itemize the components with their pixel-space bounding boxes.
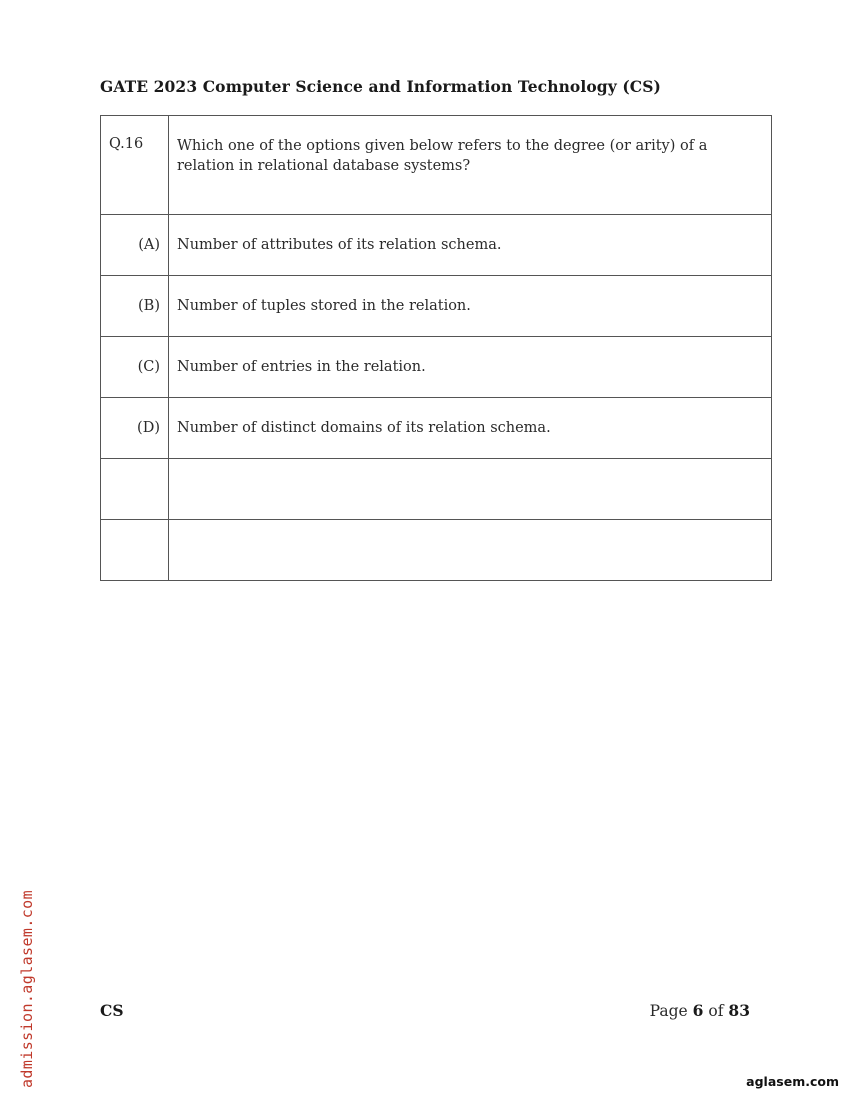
empty-row (101, 520, 772, 581)
option-label-b: (B) (101, 276, 169, 337)
page-total: 83 (728, 1001, 750, 1020)
footer-page-number (650, 1001, 750, 1020)
option-label-d: (D) (101, 398, 169, 459)
page-prefix: Page (649, 1002, 688, 1020)
option-row-a (101, 215, 772, 276)
option-text-b: Number of tuples stored in the relation. (169, 276, 772, 337)
page-current: 6 (692, 1001, 704, 1020)
footer-paper-code: CS (100, 1001, 124, 1020)
empty-row (101, 459, 772, 520)
option-label-a: (A) (101, 215, 169, 276)
corner-brand-watermark: aglasem.com (746, 1074, 839, 1089)
option-text-a: Number of attributes of its relation schema. (169, 215, 772, 276)
option-row-d (101, 398, 772, 459)
question-table (100, 115, 772, 581)
question-number: Q.16 (101, 116, 169, 215)
option-label-c: (C) (101, 337, 169, 398)
question-text: Which one of the options given below refers to the degree (or arity) of a relation in relational database systems? (169, 116, 772, 215)
empty-cell (169, 459, 772, 520)
empty-cell (169, 520, 772, 581)
empty-cell (101, 520, 169, 581)
question-row (101, 116, 772, 215)
option-row-b (101, 276, 772, 337)
side-watermark-link[interactable]: admission.aglasem.com (18, 889, 36, 1088)
empty-cell (101, 459, 169, 520)
page-header-title: GATE 2023 Computer Science and Information Technology (CS) (100, 77, 661, 96)
option-text-c: Number of entries in the relation. (169, 337, 772, 398)
option-row-c (101, 337, 772, 398)
option-text-d: Number of distinct domains of its relation schema. (169, 398, 772, 459)
page-of: of (708, 1002, 724, 1020)
